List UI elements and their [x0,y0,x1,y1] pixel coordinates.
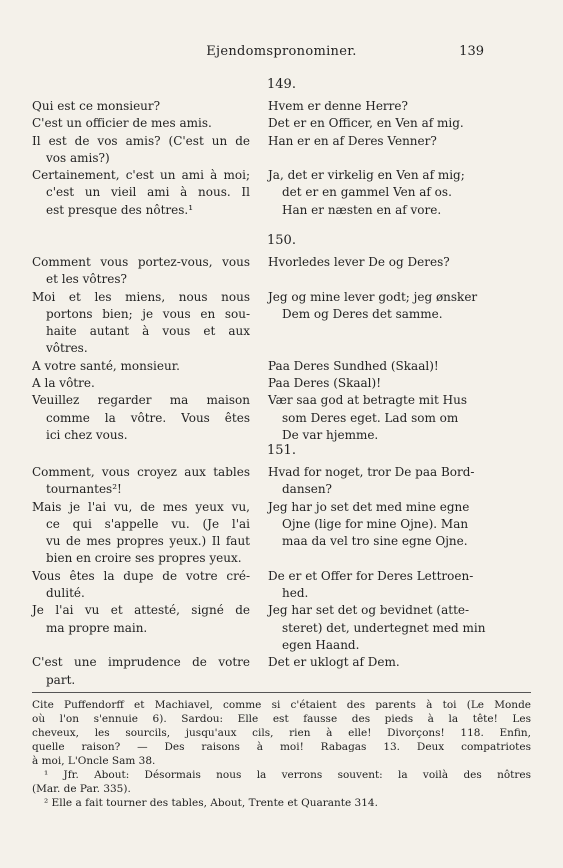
footnote-2: ² Elle a fait tourner des tables, About, Trente et Quarante 314. [44,797,378,809]
text-line: ce qui s'appelle vu. (Je l'ai [46,516,250,531]
text-line: c'est un vieil ami à nous. Il [46,185,250,200]
text-line: Qui est ce monsieur? [32,99,161,113]
footnote-1: ¹ Jfr. About: Désormais nous la verrons souvent: la voilà des nôtres [44,769,531,781]
danish-column [268,464,530,672]
footnote-line: (Mar. de Par. 335). [32,783,131,795]
text-line: dansen? [282,482,332,497]
text-line: Comment vous portez-vous, vous [32,255,250,269]
text-line: Hvad for noget, tror De paa Bord- [268,465,475,479]
text-line: Mais je l'ai vu, de mes yeux vu, [32,499,250,514]
text-line: comme la vôtre. Vous êtes [46,410,250,425]
text-line: Comment, vous croyez aux tables [32,465,250,479]
running-header: Ejendomspronominer. [206,44,357,59]
text-line [268,271,530,288]
text-line: Vær saa god at betragte mit Hus [268,393,467,408]
text-line: Il est de vos amis? (C'est un de [32,133,250,148]
text-line: Han er en af Deres Venner? [268,133,437,148]
text-line [268,340,530,357]
page-number: 139 [459,44,484,59]
text-line: ici chez vous. [46,427,128,442]
text-line: C'est un officier de mes amis. [32,116,212,131]
text-line: A votre santé, monsieur. [32,358,180,373]
text-line [268,150,530,167]
footnote-line: Cite Puffendorff et Machiavel, comme si c'étaient des parents à toi (Le Monde [32,699,531,711]
footnote-line: où l'on s'ennuie 6). Sardou: Elle est fausse des pieds à la tête! Les [32,713,531,725]
text-line: Hvem er denne Herre? [268,99,408,113]
text-line: dulité. [46,586,85,601]
text-line: maa da vel tro sine egne Ojne. [282,534,468,549]
text-line [268,323,530,340]
text-line: egen Haand. [282,637,360,652]
section-number: 151. [267,443,296,458]
text-line: Paa Deres Sundhed (Skaal)! [268,358,439,373]
french-column [32,464,250,689]
footnote-line: cheveux, les sourcils, jusqu'aux cils, rien à elle! Divorçons! 118. Enfin, [32,727,531,739]
text-line: Jeg har set det og bevidnet (atte- [268,603,470,618]
text-line: part. [46,672,76,687]
text-line: tournantes²! [46,482,122,497]
text-line: Dem og Deres det samme. [282,306,443,321]
text-line: De var hjemme. [282,427,379,442]
text-line: A la vôtre. [32,376,95,391]
text-line: haite autant à vous et aux [46,324,250,339]
text-line: C'est une imprudence de votre [32,655,250,670]
text-line: Hvorledes lever De og Deres? [268,255,450,269]
text-line [268,550,530,567]
french-column [32,254,250,444]
text-line: vu de mes propres yeux.) Il faut [46,534,250,549]
text-line: Det er uklogt af Dem. [268,655,400,670]
footnote-line: à moi, L'Oncle Sam 38. [32,755,156,767]
text-line: bien en croire ses propres yeux. [46,551,242,566]
text-line: vôtres. [46,341,88,356]
danish-column [268,254,530,444]
text-line: Je l'ai vu et attesté, signé de [32,603,250,618]
text-line: De er et Offer for Deres Lettroen- [268,568,474,583]
footnotes [32,698,531,810]
text-line: Jeg og mine lever godt; jeg ønsker [268,289,478,304]
text-line: det er en gammel Ven af os. [282,185,452,200]
text-line: ma propre main. [46,620,148,635]
text-line: steret) det, undertegnet med min [282,620,486,635]
text-line: Moi et les miens, nous nous [32,289,250,304]
text-line: Veuillez regarder ma maison [32,393,250,408]
text-line: Vous êtes la dupe de votre cré- [32,568,250,583]
section-number: 149. [267,77,296,92]
text-line: Han er næsten en af vore. [282,202,442,217]
text-line: portons bien; je vous en sou- [46,306,250,321]
danish-column [268,98,530,219]
french-column [32,98,250,219]
text-line: Ojne (lige for mine Ojne). Man [282,516,469,531]
text-line [32,637,250,654]
text-line: est presque des nôtres.¹ [46,202,194,217]
section-number: 150. [267,233,296,248]
text-line: hed. [282,586,309,601]
footnote-line: quelle raison? — Des raisons à moi! Rabagas 13. Deux compatriotes [32,741,531,753]
footnote-divider [32,692,531,693]
text-line: som Deres eget. Lad som om [282,410,459,425]
text-line: Certainement, c'est un ami à moi; [32,168,250,183]
text-line: Ja, det er virkelig en Ven af mig; [268,168,465,183]
text-line: vos amis?) [46,150,110,165]
text-line: Paa Deres (Skaal)! [268,376,382,391]
text-line: et les vôtres? [46,272,127,287]
text-line: Det er en Officer, en Ven af mig. [268,116,464,131]
text-line: Jeg har jo set det med mine egne [268,499,470,514]
